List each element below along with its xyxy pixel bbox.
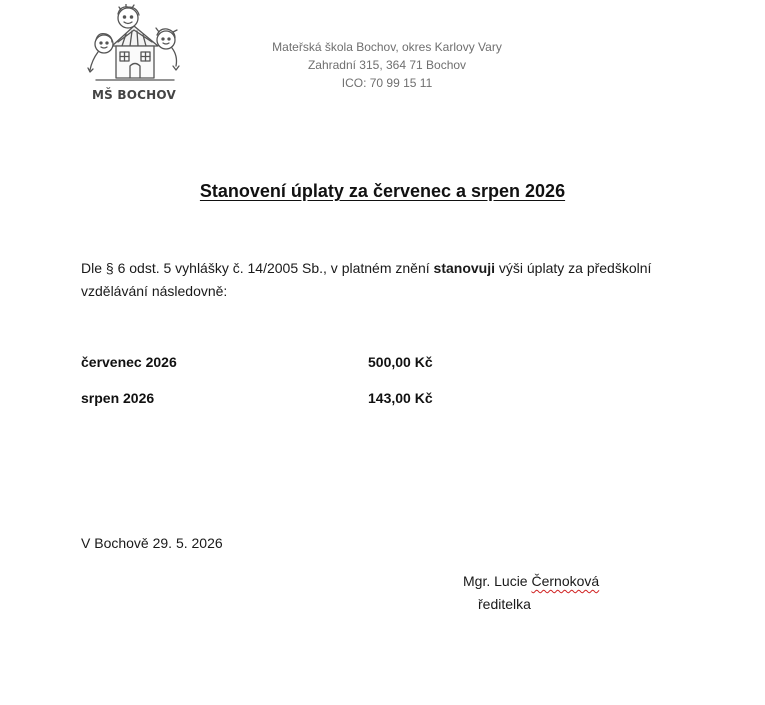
intro-text-bold: stanovuji xyxy=(433,260,495,276)
school-address: Zahradní 315, 364 71 Bochov xyxy=(307,58,467,72)
school-logo xyxy=(82,4,186,108)
intro-text-end: výši úplaty za předškolní vzdělávání následovně: xyxy=(81,260,652,299)
fee-row-august xyxy=(81,390,481,410)
school-ico: ICO: 70 99 15 11 xyxy=(341,76,433,90)
school-name: Mateřská škola Bochov, okres Karlovy Vary xyxy=(272,40,502,54)
signatory-name-prefix: Mgr. Lucie xyxy=(463,573,532,589)
logo-text: MŠ BOCHOV xyxy=(92,88,176,102)
school-header xyxy=(232,38,542,92)
fee-month: červenec 2026 xyxy=(81,354,177,370)
place-and-date: V Bochově 29. 5. 2026 xyxy=(81,535,223,551)
intro-paragraph xyxy=(81,257,691,303)
kindergarten-logo-icon xyxy=(82,4,186,88)
fee-amount: 143,00 Kč xyxy=(368,390,433,406)
signatory-name xyxy=(463,570,599,593)
intro-text-start: Dle § 6 odst. 5 vyhlášky č. 14/2005 Sb., v platném znění xyxy=(81,260,434,276)
fee-amount: 500,00 Kč xyxy=(368,354,433,370)
signatory-role: ředitelka xyxy=(478,596,531,612)
signatory-surname: Černoková xyxy=(531,573,600,589)
document-title: Stanovení úplaty za červenec a srpen 2026 xyxy=(199,181,566,201)
fee-row-july xyxy=(81,354,481,374)
signature-block xyxy=(463,570,599,616)
fee-month: srpen 2026 xyxy=(81,390,155,406)
